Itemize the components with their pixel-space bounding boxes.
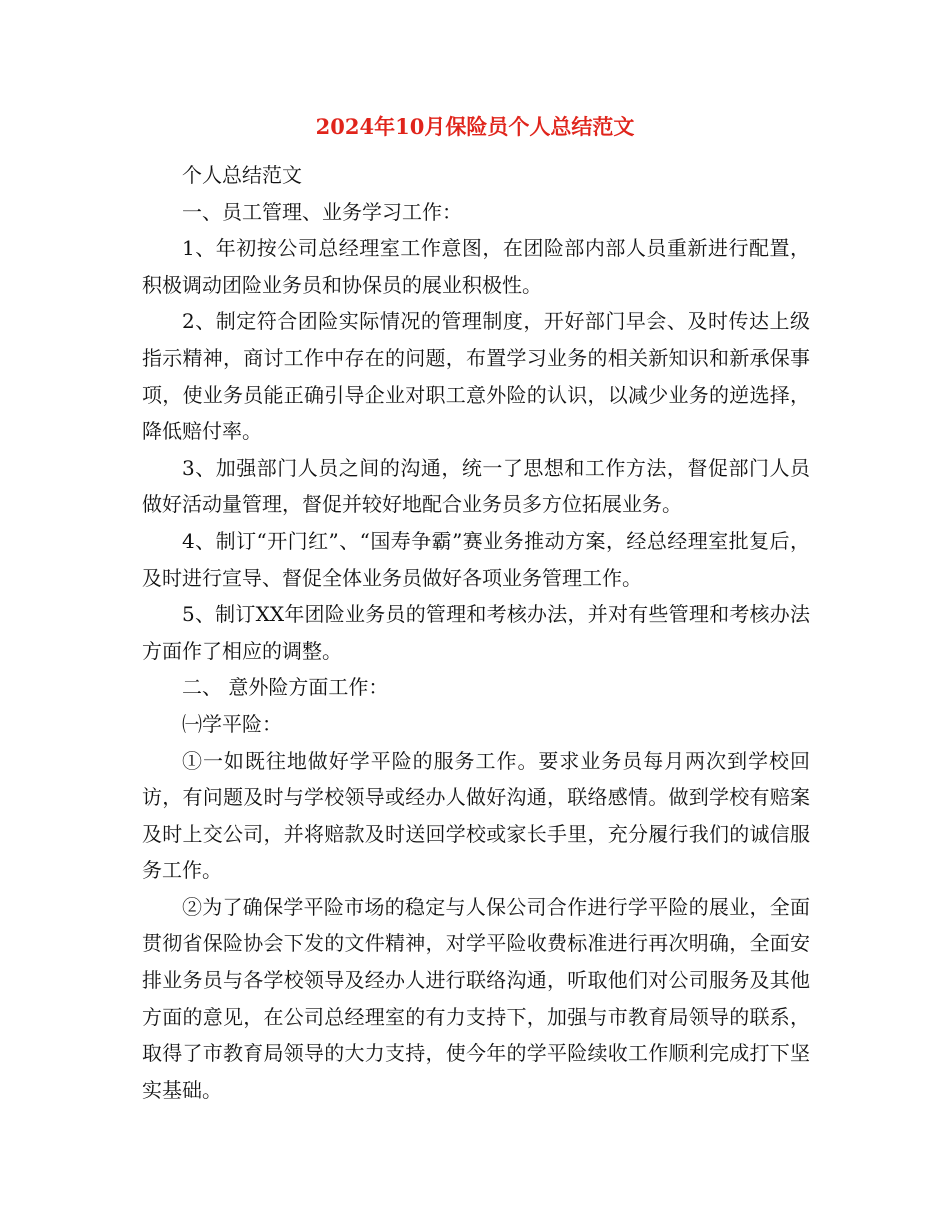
paragraph: ①一如既往地做好学平险的服务工作。要求业务员每月两次到学校回访，有问题及时与学校领导或经办人做好沟通，联络感情。做到学校有赔案及时上交公司，并将赔款及时送回学校或家长手里，充分履行我们的诚信服务工作。 — [142, 748, 810, 883]
document-body — [142, 157, 810, 1108]
paragraph: 3、加强部门人员之间的沟通，统一了思想和工作方法，督促部门人员做好活动量管理，督促并较好地配合业务员多方位拓展业务。 — [142, 455, 810, 517]
paragraph: 4、制订“开门红”、“国寿争霸”赛业务推动方案，经总经理室批复后，及时进行宣导、督促全体业务员做好各项业务管理工作。 — [142, 528, 810, 590]
paragraph: 1、年初按公司总经理室工作意图，在团险部内部人员重新进行配置，积极调动团险业务员和协保员的展业积极性。 — [142, 236, 810, 297]
paragraph: 5、制订XX年团险业务员的管理和考核办法，并对有些管理和考核办法方面作了相应的调整。 — [142, 602, 810, 663]
paragraph-section-heading: 一、员工管理、业务学习工作： — [182, 199, 462, 224]
paragraph: 2、制定符合团险实际情况的管理制度，开好部门早会、及时传达上级指示精神，商讨工作中存在的问题，布置学习业务的相关新知识和新承保事项，使业务员能正确引导企业对职工意外险的认识，以减少业务的逆选择，降低赔付率。 — [142, 309, 810, 444]
document-title: 2024年10月保险员个人总结范文 — [315, 114, 635, 139]
paragraph-subtitle: 个人总结范文 — [182, 163, 302, 187]
paragraph-section-heading: 二、 意外险方面工作： — [182, 675, 389, 700]
paragraph-subheading: ㈠学平险： — [182, 711, 282, 736]
paragraph: ②为了确保学平险市场的稳定与人保公司合作进行学平险的展业，全面贯彻省保险协会下发的文件精神，对学平险收费标准进行再次明确，全面安排业务员与各学校领导及经办人进行联络沟通，听取他们对公司服务及其他方面的意见，在公司总经理室的有力支持下，加强与市教育局领导的联系，取得了市教育局领导的大力支持，使今年的学平险续收工作顺利完成打下坚实基础。 — [142, 894, 810, 1102]
